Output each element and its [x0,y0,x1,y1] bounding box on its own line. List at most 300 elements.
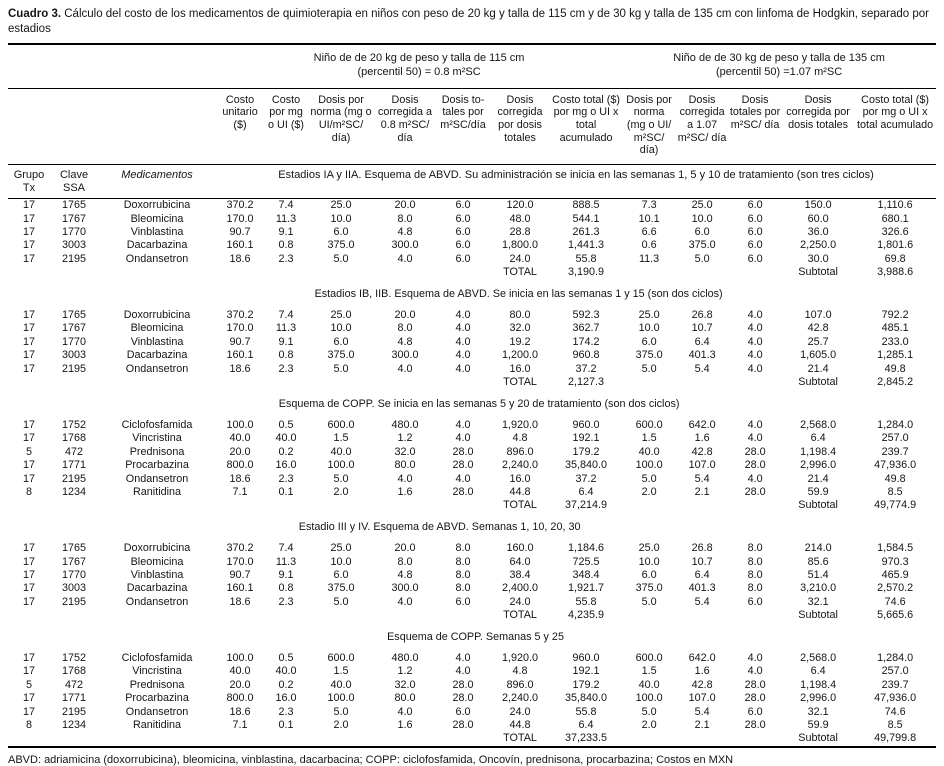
column-header-row [8,88,936,164]
clave-ssa-cell: 1771 [61,692,87,705]
grupo-tx-cell: 17 [22,226,35,239]
value-cell: 6.0 [747,252,763,265]
drug-row [8,199,936,213]
value-cell: 7.4 [278,542,294,555]
value-cell: 10.0 [691,212,713,225]
value-cell: 150.0 [804,199,832,212]
col-header-costo-unitario: Costo unitario ($) [216,88,264,164]
drug-name-cell: Dacarbazina [126,239,188,252]
value-cell: 28.0 [744,459,766,472]
value-cell: 4.0 [455,432,471,445]
value-cell: 25.0 [638,542,660,555]
section-header: Esquema de COPP. Se inicia en las semanas 5 y 20 de tratamiento (son dos ciclos) [278,397,680,410]
drug-name-cell: Vinblastina [130,226,184,239]
row-header-row [8,164,936,198]
subtotal-value: 49,774.9 [874,499,917,512]
drug-name-cell: Prednisona [129,445,185,458]
value-cell: 1,200.0 [502,349,539,362]
value-cell: 4.0 [455,309,471,322]
value-cell: 362.7 [572,322,600,335]
value-cell: 592.3 [572,309,600,322]
value-cell: 4.0 [455,362,471,375]
drug-row [8,213,936,226]
value-cell: 642.0 [688,418,716,431]
value-cell: 25.0 [638,309,660,322]
empty-cell [8,88,216,164]
value-cell: 40.0 [229,432,251,445]
value-cell: 0.5 [278,652,294,664]
drug-row [8,349,936,362]
empty-cell [8,609,216,622]
clave-ssa-cell: 1770 [61,226,87,239]
value-cell: 0.8 [278,582,294,595]
table-caption-label: Cuadro 3. [8,8,62,20]
value-cell: 8.5 [887,719,903,732]
value-cell: 35,840.0 [565,692,608,705]
value-cell: 4.8 [397,568,413,581]
value-cell: 42.8 [691,445,713,458]
value-cell: 5.4 [694,472,710,485]
value-cell: 6.0 [747,705,763,718]
value-cell: 6.0 [747,595,763,608]
value-cell: 4.8 [512,665,528,678]
value-cell: 1,801.6 [877,239,914,252]
grupo-tx-cell: 17 [22,568,35,581]
drug-row [8,665,936,678]
value-cell: 160.1 [226,582,254,595]
value-cell: 4.0 [455,418,471,431]
clave-ssa-cell: 2195 [61,362,87,375]
value-cell: 25.0 [691,199,713,212]
value-cell: 30.0 [807,252,829,265]
drug-name-cell: Dacarbazina [126,349,188,362]
total-value: 4,235.9 [568,609,605,622]
value-cell: 4.0 [747,652,763,664]
value-cell: 28.0 [744,692,766,705]
value-cell: 401.3 [688,349,716,362]
drug-row [8,336,936,349]
value-cell: 3,210.0 [800,582,837,595]
value-cell: 6.0 [333,226,349,239]
value-cell: 40.0 [638,445,660,458]
empty-cell [216,266,490,279]
subtotal-label: Subtotal [798,732,838,745]
total-label: TOTAL [503,732,537,745]
value-cell: 2.1 [694,719,710,732]
value-cell: 4.0 [397,472,413,485]
patient-group-row [8,44,936,88]
value-cell: 192.1 [572,665,600,678]
value-cell: 1.6 [397,719,413,732]
col-header-clave-ssa: Clave SSA [50,164,98,198]
total-value: 3,190.9 [568,266,605,279]
value-cell: 8.0 [747,542,763,555]
value-cell: 5.0 [641,362,657,375]
value-cell: 2,996.0 [800,459,837,472]
value-cell: 4.0 [747,322,763,335]
section-header-row [8,623,936,652]
section-header: Estadio III y IV. Esquema de ABVD. Semanas 1, 10, 20, 30 [298,520,581,533]
clave-ssa-cell: 1768 [61,432,87,445]
value-cell: 10.0 [638,555,660,568]
section-header-cell [216,513,936,542]
value-cell: 4.0 [397,595,413,608]
value-cell: 18.6 [229,705,251,718]
value-cell: 7.1 [232,485,248,498]
value-cell: 85.6 [807,555,829,568]
value-cell: 1.6 [397,485,413,498]
value-cell: 179.2 [572,445,600,458]
value-cell: 160.1 [226,239,254,252]
value-cell: 300.0 [391,582,419,595]
value-cell: 5.0 [333,362,349,375]
value-cell: 370.2 [226,199,254,212]
value-cell: 10.0 [330,555,352,568]
value-cell: 59.9 [807,485,829,498]
drug-row [8,459,936,472]
total-value: 37,214.9 [565,499,608,512]
value-cell: 25.0 [330,309,352,322]
patient-group-left [216,44,622,88]
drug-row [8,542,936,555]
value-cell: 725.5 [572,555,600,568]
value-cell: 28.0 [744,719,766,732]
value-cell: 24.0 [509,705,531,718]
empty-cell [216,499,490,512]
value-cell: 5.0 [641,472,657,485]
value-cell: 170.0 [226,322,254,335]
value-cell: 4.0 [747,309,763,322]
value-cell: 4.0 [455,652,471,664]
value-cell: 38.4 [509,568,531,581]
empty-cell [8,390,216,419]
value-cell: 5.0 [333,252,349,265]
value-cell: 107.0 [688,459,716,472]
value-cell: 32.0 [394,445,416,458]
value-cell: 5.0 [333,472,349,485]
value-cell: 25.0 [330,199,352,212]
value-cell: 1,284.0 [877,652,914,664]
value-cell: 5.4 [694,362,710,375]
value-cell: 16.0 [275,692,297,705]
patient-group-right-line1: Niño de de 30 kg de peso y talla de 135 cm [673,52,885,65]
value-cell: 6.0 [333,568,349,581]
value-cell: 8.0 [455,542,471,555]
value-cell: 6.4 [810,665,826,678]
value-cell: 4.0 [455,335,471,348]
value-cell: 5.0 [641,705,657,718]
grupo-tx-cell: 17 [22,652,35,664]
clave-ssa-cell: 1765 [61,199,87,212]
value-cell: 8.0 [455,568,471,581]
drug-name-cell: Vincristina [132,665,182,678]
empty-cell [8,266,216,279]
patient-group-left-line2: (percentil 50) = 0.8 m²SC [357,65,481,78]
value-cell: 32.1 [807,595,829,608]
drug-row [8,226,936,239]
value-cell: 300.0 [391,239,419,252]
value-cell: 960.8 [572,349,600,362]
col-header-medicamentos: Medicamentos [98,164,216,198]
value-cell: 40.0 [638,678,660,691]
value-cell: 8.0 [397,322,413,335]
value-cell: 60.0 [807,212,829,225]
value-cell: 28.0 [744,678,766,691]
value-cell: 100.0 [226,418,254,431]
drug-row [8,239,936,252]
value-cell: 4.0 [747,335,763,348]
value-cell: 1,198.4 [800,445,837,458]
value-cell: 2,240.0 [502,459,539,472]
col-header-dosis-norma-30kg: Dosis por norma (mg o UI/ m²SC/ día) [622,88,676,164]
patient-group-right [622,44,936,88]
value-cell: 485.1 [881,322,909,335]
patient-group-left-line1: Niño de de 20 kg de peso y talla de 115 cm [313,52,525,65]
total-label: TOTAL [503,499,537,512]
value-cell: 10.0 [330,212,352,225]
drug-row [8,692,936,705]
value-cell: 1,441.3 [568,239,605,252]
value-cell: 100.0 [327,459,355,472]
value-cell: 2.0 [333,719,349,732]
value-cell: 6.0 [455,226,471,239]
value-cell: 1.5 [333,665,349,678]
value-cell: 55.8 [575,705,597,718]
drug-name-cell: Ranitidina [133,485,182,498]
value-cell: 20.0 [229,445,251,458]
value-cell: 896.0 [506,445,534,458]
value-cell: 40.0 [229,665,251,678]
value-cell: 4.0 [747,362,763,375]
value-cell: 4.0 [747,349,763,362]
value-cell: 680.1 [881,212,909,225]
value-cell: 1.5 [641,432,657,445]
value-cell: 6.0 [747,226,763,239]
value-cell: 8.0 [455,555,471,568]
value-cell: 7.4 [278,199,294,212]
value-cell: 4.0 [397,705,413,718]
value-cell: 160.1 [226,349,254,362]
total-label: TOTAL [503,609,537,622]
value-cell: 74.6 [884,705,906,718]
drug-name-cell: Bleomicina [130,322,184,335]
value-cell: 42.8 [807,322,829,335]
value-cell: 6.0 [455,705,471,718]
value-cell: 0.2 [278,678,294,691]
value-cell: 4.8 [397,226,413,239]
value-cell: 7.1 [232,719,248,732]
value-cell: 20.0 [394,309,416,322]
value-cell: 28.0 [452,719,474,732]
empty-cell [8,376,216,389]
clave-ssa-cell: 1752 [61,418,87,431]
drug-row [8,309,936,322]
value-cell: 9.1 [278,226,294,239]
clave-ssa-cell: 472 [64,678,83,691]
grupo-tx-cell: 17 [22,432,35,445]
value-cell: 35,840.0 [565,459,608,472]
value-cell: 257.0 [881,432,909,445]
value-cell: 18.6 [229,252,251,265]
value-cell: 25.7 [807,335,829,348]
value-cell: 7.3 [641,199,657,212]
value-cell: 10.0 [330,322,352,335]
grupo-tx-cell: 17 [22,582,35,595]
clave-ssa-cell: 1765 [61,309,87,322]
value-cell: 16.0 [275,459,297,472]
clave-ssa-cell: 472 [64,445,83,458]
drug-row [8,719,936,732]
value-cell: 0.5 [278,418,294,431]
value-cell: 6.4 [578,719,594,732]
value-cell: 896.0 [506,678,534,691]
value-cell: 2,568.0 [800,418,837,431]
grupo-tx-cell: 17 [22,199,35,212]
value-cell: 2.0 [333,485,349,498]
drug-row [8,556,936,569]
subtotal-value: 49,799.8 [874,732,917,745]
value-cell: 11.3 [275,212,297,225]
value-cell: 40.0 [275,665,297,678]
section-header-cell [216,623,936,652]
clave-ssa-cell: 1765 [61,542,87,555]
value-cell: 5.4 [694,705,710,718]
drug-row [8,679,936,692]
drug-row [8,582,936,595]
value-cell: 21.4 [807,362,829,375]
value-cell: 1,198.4 [800,678,837,691]
value-cell: 28.0 [452,459,474,472]
drug-name-cell: Bleomicina [130,555,184,568]
clave-ssa-cell: 1770 [61,335,87,348]
col-header-costo-por-mg: Costo por mg o UI ($) [264,88,308,164]
value-cell: 24.0 [509,595,531,608]
value-cell: 40.0 [330,678,352,691]
value-cell: 2.3 [278,595,294,608]
value-cell: 6.4 [810,432,826,445]
value-cell: 59.9 [807,719,829,732]
value-cell: 1,920.0 [502,652,539,664]
value-cell: 300.0 [391,349,419,362]
value-cell: 4.0 [455,349,471,362]
drug-name-cell: Dacarbazina [126,582,188,595]
total-value: 37,233.5 [565,732,608,745]
drug-name-cell: Ondansetron [125,705,189,718]
value-cell: 10.7 [691,322,713,335]
total-label: TOTAL [503,376,537,389]
value-cell: 6.0 [455,239,471,252]
value-cell: 375.0 [327,582,355,595]
value-cell: 160.0 [506,542,534,555]
value-cell: 16.0 [509,472,531,485]
clave-ssa-cell: 1234 [61,719,87,732]
clave-ssa-cell: 1752 [61,652,87,664]
value-cell: 5.0 [641,595,657,608]
drug-row [8,486,936,499]
value-cell: 642.0 [688,652,716,664]
value-cell: 4.0 [397,252,413,265]
value-cell: 4.0 [747,665,763,678]
value-cell: 90.7 [229,568,251,581]
value-cell: 1,800.0 [502,239,539,252]
value-cell: 2,400.0 [502,582,539,595]
clave-ssa-cell: 1768 [61,665,87,678]
value-cell: 326.6 [881,226,909,239]
value-cell: 370.2 [226,309,254,322]
col-header-dosis-totales-20kg: Dosis to- tales por m²SC/día [436,88,490,164]
value-cell: 20.0 [394,199,416,212]
clave-ssa-cell: 3003 [61,349,87,362]
value-cell: 2.3 [278,362,294,375]
drug-name-cell: Doxorrubicina [123,199,191,212]
value-cell: 1.5 [333,432,349,445]
empty-cell [622,376,782,389]
grupo-tx-cell: 8 [25,719,32,732]
value-cell: 48.0 [509,212,531,225]
empty-cell [216,609,490,622]
clave-ssa-cell: 1771 [61,459,87,472]
value-cell: 6.0 [333,335,349,348]
value-cell: 465.9 [881,568,909,581]
drug-row [8,473,936,486]
value-cell: 80.0 [394,692,416,705]
col-header-dosis-totales-30kg: Dosis totales por m²SC/ día [728,88,782,164]
col-header-costo-total-20kg: Costo total ($) por mg o UI x total acumulado [550,88,622,164]
value-cell: 47,936.0 [874,459,917,472]
value-cell: 28.0 [452,692,474,705]
clave-ssa-cell: 1767 [61,322,87,335]
value-cell: 375.0 [327,349,355,362]
section-header: Estadios IB, IIB. Esquema de ABVD. Se inicia en las semanas 1 y 15 (son dos ciclos) [314,287,723,300]
drug-name-cell: Vinblastina [130,568,184,581]
value-cell: 69.8 [884,252,906,265]
value-cell: 9.1 [278,335,294,348]
value-cell: 1.6 [694,665,710,678]
empty-cell [8,44,216,88]
value-cell: 960.0 [572,652,600,664]
value-cell: 5.0 [333,705,349,718]
drug-name-cell: Vinblastina [130,335,184,348]
value-cell: 5.0 [333,595,349,608]
grupo-tx-cell: 17 [22,212,35,225]
drug-name-cell: Procarbazina [125,459,189,472]
value-cell: 9.1 [278,568,294,581]
empty-cell [8,732,216,746]
value-cell: 51.4 [807,568,829,581]
value-cell: 2.3 [278,705,294,718]
value-cell: 4.0 [455,472,471,485]
value-cell: 80.0 [509,309,531,322]
value-cell: 24.0 [509,252,531,265]
value-cell: 90.7 [229,335,251,348]
col-header-dosis-norma-20kg: Dosis por norma (mg o UI/m²SC/ día) [308,88,374,164]
value-cell: 36.0 [807,226,829,239]
value-cell: 1,284.0 [877,418,914,431]
grupo-tx-cell: 17 [22,322,35,335]
value-cell: 64.0 [509,555,531,568]
value-cell: 1.2 [397,665,413,678]
clave-ssa-cell: 2195 [61,252,87,265]
value-cell: 6.0 [455,252,471,265]
grupo-tx-cell: 17 [22,665,35,678]
value-cell: 2.3 [278,252,294,265]
value-cell: 2.3 [278,472,294,485]
value-cell: 20.0 [394,542,416,555]
drug-name-cell: Prednisona [129,678,185,691]
value-cell: 11.3 [275,322,297,335]
value-cell: 544.1 [572,212,600,225]
section-header-row [8,390,936,419]
